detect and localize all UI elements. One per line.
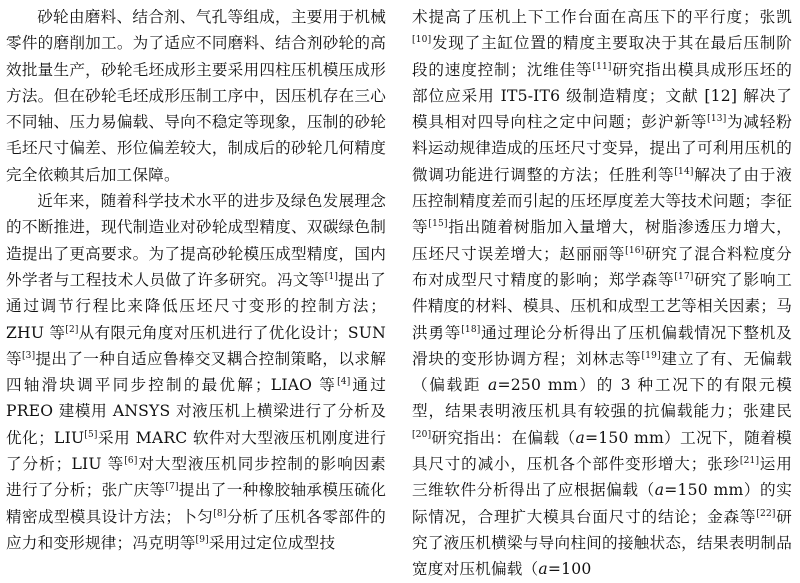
text-segment: 发现了主缸位置的精度主要取决于其在最后压制阶段的速度控制；沈维佳等 <box>412 34 792 79</box>
citation-ref: [9] <box>195 534 209 545</box>
citation-ref: [16] <box>625 245 645 256</box>
citation-ref: [2] <box>65 324 79 335</box>
paragraph-literature-review <box>6 188 386 556</box>
text-segment: 采用过定位成型技 <box>208 533 336 552</box>
text-segment: =150 mm）的实际情况，合理扩大模具台面尺寸的结论；金森等 <box>412 481 792 526</box>
citation-ref: [8] <box>213 508 227 519</box>
text-segment: 指出随着树脂加入量增大，树脂渗透压力增大，压坯尺寸误差增大；赵丽丽等 <box>412 218 793 263</box>
text-segment: 对大型液压机同步控制的影响因素进行了分析；张广庆等 <box>6 455 386 500</box>
citation-ref: [10] <box>412 35 432 46</box>
text-segment: 运用三维软件分析得出了应根据偏载（ <box>412 455 792 500</box>
citation-ref: [3] <box>21 350 36 361</box>
text-segment: =150 mm）工况下，随着模具尺寸的减小，压机各个部件变形增大；张珍 <box>412 428 792 474</box>
citation-ref: [5] <box>84 429 98 440</box>
text-segment: 解决了由于液压控制精度差而引起的压坯厚度差大等技术问题；李征等 <box>412 165 793 237</box>
text-segment: 为减轻粉料运动规律造成的压坯尺寸变异，提出了可利用压机的微调功能进行调整的方法；任胜利等 <box>412 113 792 184</box>
text-segment: 研究了影响工件精度的材料、模具、压机和成型工艺等相关因素；马洪勇等 <box>412 270 793 342</box>
text-segment: 分析了压机各零部件的应力和变形规律；冯克明等 <box>6 507 386 552</box>
citation-ref: [15] <box>428 219 448 230</box>
citation-ref: [7] <box>165 482 179 493</box>
text-segment: 提出了一种橡胶轴承模压硫化精密成型模具设计方法；卜匀 <box>6 481 386 526</box>
right-column <box>412 4 792 583</box>
text-segment: 研究了液压机横梁与导向柱间的接触状态，结果表明制品宽度对压机偏载（ <box>412 507 793 579</box>
text-segment: 建立了有、无偏载（偏载距 <box>412 349 792 395</box>
citation-ref: [14] <box>674 166 694 177</box>
citation-ref: [4] <box>337 377 351 388</box>
text-segment: 近年来，随着科学技术水平的进步及绿色发展理念的不断推进，现代制造业对砂轮成型精度、双碳绿色制造提出了更高要求。为了提高砂轮模压成型精度，国内外学者与工程技术人员做了许多研究。冯文等 <box>6 192 386 289</box>
text-segment: 采用 MARC 软件对大型液压机刚度进行了分析；LIU 等 <box>6 428 386 474</box>
citation-ref: [11] <box>592 61 612 72</box>
citation-ref: [17] <box>674 271 694 282</box>
paragraph-intro: 砂轮由磨料、结合剂、气孔等组成，主要用于机械零件的磨削加工。为了适应不同磨料、结合剂砂轮的高效批量生产，砂轮毛坯成形主要采用四柱压机模压成形方法。但在砂轮毛坯成形压制工序中，因压机存在三心不同轴、压力易偏载、导向不稳定等现象，压制的砂轮毛坯尺寸偏差、形位偏差较大，制成后的砂轮几何精度完全依赖其后加工保障。 <box>6 8 386 184</box>
text-segment: 从有限元角度对压机进行了优化设计；SUN 等 <box>6 323 386 368</box>
citation-ref: [22] <box>756 508 776 519</box>
text-segment: =250 mm）的 3 种工况下的有限元模型，结果表明液压机具有较强的抗偏载能力；张建民 <box>412 376 792 421</box>
variable-a: a <box>538 560 548 579</box>
citation-ref: [20] <box>412 429 432 440</box>
text-segment: 通过 PREO 建模用 ANSYS 对液压机上横梁进行了分析及优化；LIU <box>6 376 387 447</box>
left-column <box>6 4 386 556</box>
text-segment: 通过理论分析得出了压机偏载情况下整机及滑块的变形协调方程；刘林志等 <box>412 323 792 368</box>
citation-ref: [18] <box>461 324 481 335</box>
citation-ref: [13] <box>707 114 727 125</box>
citation-ref: [19] <box>641 350 661 361</box>
text-segment: 研究指出：在偏载（ <box>431 428 576 447</box>
text-segment: 提出了通过调节行程比来降低压坯尺寸变形的控制方法；ZHU 等 <box>6 270 386 342</box>
citation-ref: [1] <box>324 271 339 282</box>
text-segment: 术提高了压机上下工作台面在高压下的平行度；张凯 <box>412 8 792 26</box>
text-segment: 提出了一种自适应鲁棒交叉耦合控制策略，以求解四轴滑块调平同步控制的最优解；LIAO 等 <box>6 349 387 395</box>
citation-ref: [6] <box>124 456 138 467</box>
variable-a: a <box>575 428 585 447</box>
variable-a: a <box>488 376 498 395</box>
text-segment: 研究指出模具成形压坯的部位应采用 IT5-IT6 级制造精度；文献 [12] 解决了模具相对四导向柱之定中问题；彭沪新等 <box>412 60 792 132</box>
citation-ref: [21] <box>739 456 760 467</box>
text-segment: =100 <box>547 560 592 579</box>
text-segment: 研究了混合料粒度分布对成型尺寸精度的影响；郑学森等 <box>412 244 792 289</box>
paragraph-literature-review-continued <box>412 4 792 583</box>
variable-a: a <box>654 481 665 500</box>
